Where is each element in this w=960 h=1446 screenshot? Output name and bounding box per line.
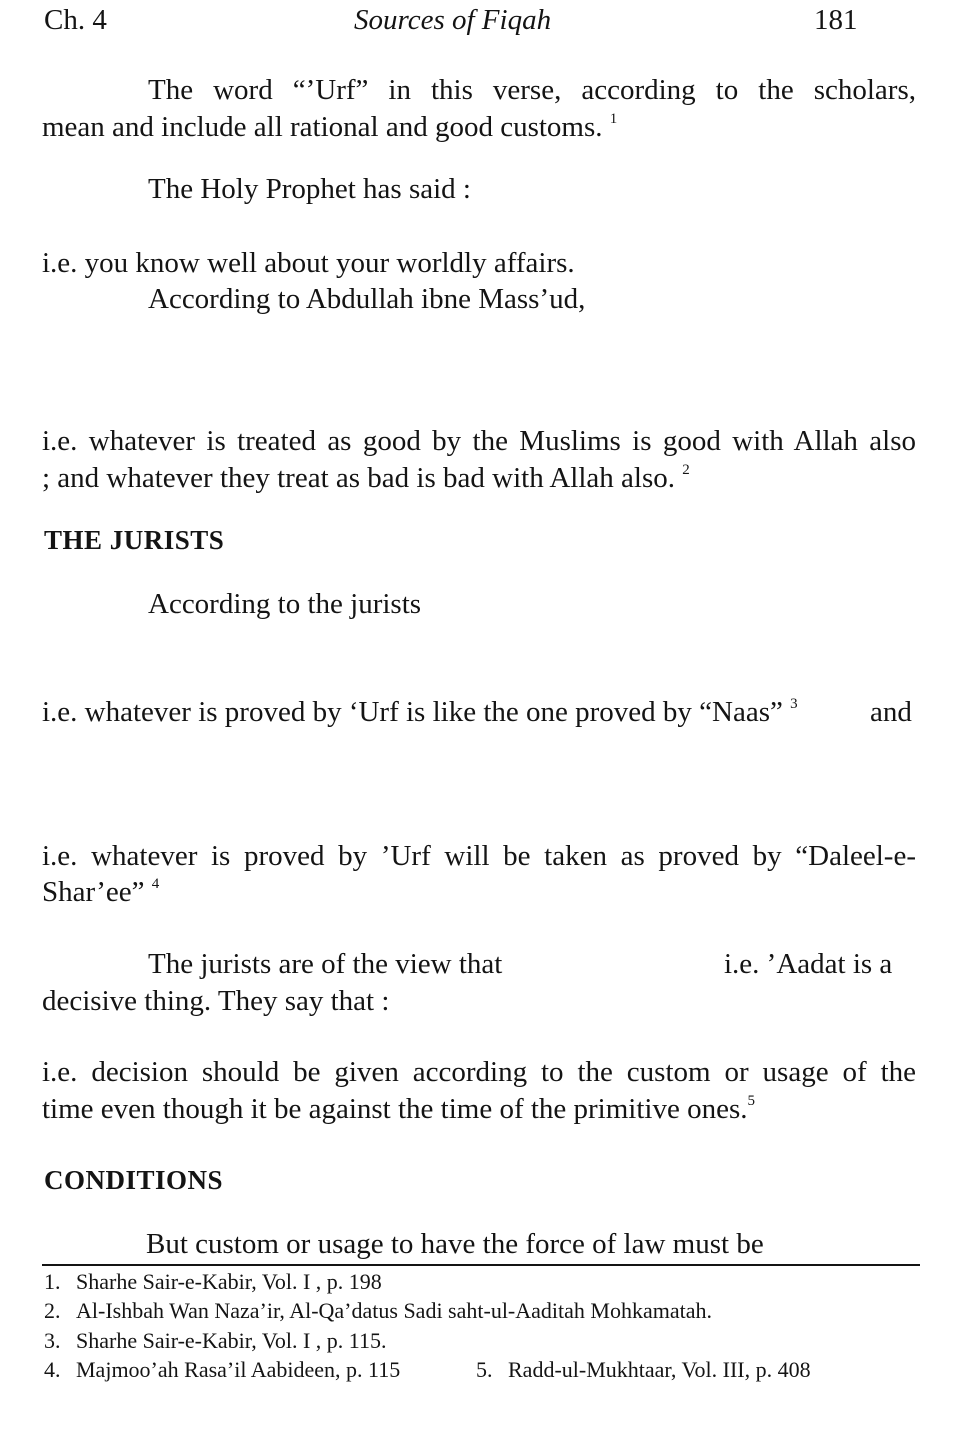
chapter-label: Ch. 4 [44, 4, 107, 36]
footnote-5 [476, 1357, 811, 1383]
muslims-good-line-1: i.e. whatever is treated as good by the Muslims is good with Allah also [42, 425, 916, 457]
naas-line [42, 696, 798, 729]
footnote-ref: 4 [151, 876, 160, 893]
paragraph-urf-line-2 [42, 111, 617, 144]
muslims-good-line-2 [42, 462, 690, 495]
abdullah-intro: According to Abdullah ibne Mass’ud, [148, 283, 586, 315]
jurists-intro: According to the jurists [148, 588, 422, 620]
footnote-text: Majmoo’ah Rasa’il Aabideen, p. 115 [76, 1357, 401, 1382]
daleel-line-1: i.e. whatever is proved by ’Urf will be taken as proved by “Daleel-e- [42, 840, 916, 872]
footnote-ref: 1 [609, 111, 618, 128]
footnote-number: 1. [44, 1269, 61, 1294]
conditions-intro: But custom or usage to have the force of law must be [146, 1228, 764, 1260]
paragraph-text: time even though it be against the time of the primitive ones. [42, 1093, 748, 1125]
prophet-quote-intro: The Holy Prophet has said : [148, 173, 471, 205]
footnote-ref: 3 [790, 696, 798, 713]
footnote-ref: 5 [747, 1093, 756, 1110]
footnote-2 [44, 1298, 712, 1324]
aadat-line-2: decisive thing. They say that : [42, 985, 390, 1017]
aadat-line-1b: i.e. ’Aadat is a [724, 948, 893, 980]
footnote-text: Sharhe Sair-e-Kabir, Vol. I , p. 198 [76, 1269, 382, 1294]
custom-usage-line-2 [42, 1093, 755, 1126]
naas-line-tail: and [870, 696, 912, 728]
footnote-ref: 2 [682, 462, 690, 479]
footnote-1 [44, 1269, 382, 1295]
page-number: 181 [814, 4, 858, 36]
custom-usage-line-1: i.e. decision should be given according to the custom or usage of the [42, 1056, 916, 1088]
paragraph-text: i.e. whatever is proved by ‘Urf is like the one proved by “Naas” [42, 696, 783, 728]
footnote-number: 5. [476, 1357, 493, 1382]
paragraph-text: mean and include all rational and good customs. [42, 111, 603, 143]
paragraph-text: Shar’ee” [42, 876, 145, 908]
daleel-line-2 [42, 876, 159, 909]
footnote-number: 4. [44, 1357, 61, 1382]
aadat-line-1a: The jurists are of the view that [148, 948, 503, 980]
footnote-divider [42, 1264, 920, 1266]
footnote-number: 2. [44, 1298, 61, 1323]
footnote-number: 3. [44, 1328, 61, 1353]
footnote-text: Sharhe Sair-e-Kabir, Vol. I , p. 115. [76, 1328, 387, 1353]
footnote-3 [44, 1328, 387, 1354]
worldly-affairs-line: i.e. you know well about your worldly affairs. [42, 247, 575, 279]
paragraph-urf-line-1: The word “’Urf” in this verse, according to the scholars, [148, 74, 916, 106]
footnote-text: Radd-ul-Mukhtaar, Vol. III, p. 408 [508, 1357, 811, 1382]
paragraph-text: ; and whatever they treat as bad is bad with Allah also. [42, 462, 675, 494]
section-heading-jurists: THE JURISTS [44, 525, 225, 555]
running-title: Sources of Fiqah [354, 4, 552, 36]
footnote-4 [44, 1357, 400, 1383]
section-heading-conditions: CONDITIONS [44, 1165, 224, 1195]
footnote-text: Al-Ishbah Wan Naza’ir, Al-Qa’datus Sadi saht-ul-Aaditah Mohkamatah. [76, 1298, 712, 1323]
